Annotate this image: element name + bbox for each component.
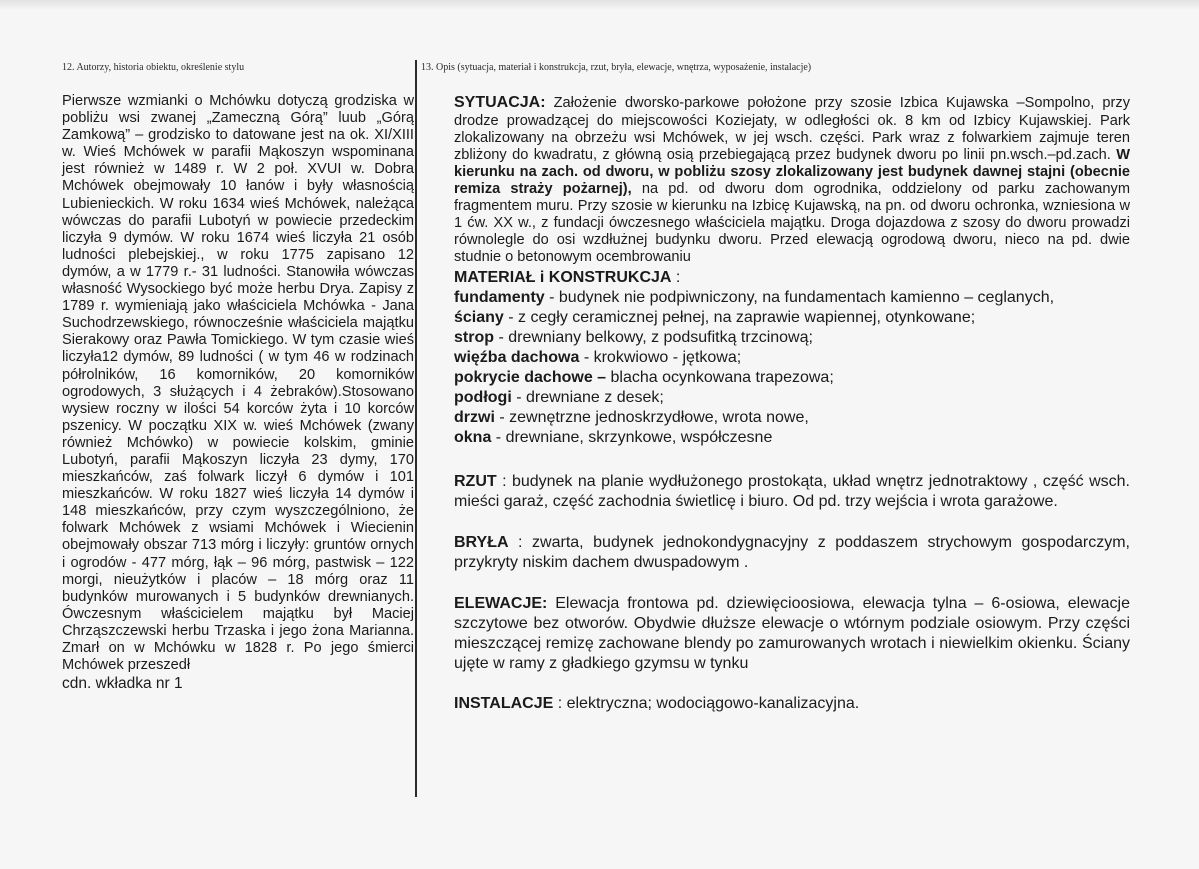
material-heading (454, 268, 1130, 288)
material-item-drzwi (454, 408, 1130, 428)
material-item-strop (454, 328, 1130, 348)
material-item-text: - drewniany belkowy, z podsufitką trzcinową; (494, 329, 813, 346)
elewacje-section (454, 594, 1130, 674)
material-item-text: - z cegły ceramicznej pełnej, na zaprawie wapiennej, otynkowane; (503, 309, 976, 326)
material-item-podlogi (454, 388, 1130, 408)
material-item-okna (454, 428, 1130, 448)
instalacje-section (454, 694, 1130, 714)
material-section (454, 268, 1130, 448)
material-item-wiezba (454, 348, 1130, 368)
material-item-text: - zewnętrzne jednoskrzydłowe, wrota nowe, (494, 409, 809, 426)
material-item-label: drzwi (454, 409, 495, 426)
history-column (62, 93, 414, 692)
material-item-sciany (454, 308, 1130, 328)
sytuacja-section (454, 93, 1130, 266)
section-13-header: 13. Opis (sytuacja, materiał i konstrukcja, rzut, bryła, elewacje, wnętrza, wyposażenie, instalacje) (421, 62, 812, 73)
sytuacja-bold-text: W kierunku na zach. od dworu, w pobliżu szosy zlokalizowany jest budynek dawnej stajni (obecnie remiza straży pożarnej), (454, 147, 1130, 197)
scan-edge (0, 0, 1199, 10)
material-item-label: fundamenty (454, 289, 545, 306)
continuation-note: cdn. wkładka nr 1 (62, 675, 183, 693)
rzut-label: RZUT (454, 473, 497, 490)
bryla-section (454, 533, 1130, 573)
elewacje-label: ELEWACJE: (454, 595, 548, 612)
history-text: Pierwsze wzmianki o Mchówku dotyczą grodziska w pobliżu wsi zwanej „Zameczną Górą” luub „Górą Zamkową” – grodzisko to datowane jest na ok. XI/XIII w. Wieś Mchówek w parafii Mąkoszyn wspominana jest również w 1489 r. W 2 poł. XVUI w. Dobra Mchówek obejmowały 10 łanów i były własnością Lubienieckich. W roku 1634 wieś Mchówek, należąca wówczas do parafii Lubotyń w powiecie przedeckim liczyła 9 dymów. W roku 1674 wieś liczyła 21 osób ludności plebejskiej., w roku 1775 zapisano 12 dymów, a w 1779 r.- 31 ludności. Stanowiła wówczas własność Wysockiego być może herbu Drya. Zapisy z 1789 r. wymieniają jako właściciela Mchówka - Jana Suchodrzewskiego, równocześnie właściciela majątku Sierakowy oraz Pawła Tomickiego. W tym czasie wieś liczyła12 dymów, 89 ludności ( w tym 46 w rodzinach półrolników, 16 komorników, 20 komorników ogrodowych, 3 służących i 4 żebraków).Stosowano wysiew roczny w ilości 54 korców żyta i 10 korców pszenicy. W początku XIX w. wieś Mchówek (zwany również Mchówko) w powiecie kolskim, gminie Lubotyń, parafii Mąkoszyn liczyła 23 dymy, 170 mieszkańców, zaś folwark liczył 6 dymów i 101 mieszkańców. W roku 1827 wieś liczyła 14 dymów i 148 mieszkańców, przy czym wyszczególniono, że folwark Mchówek z wsiami Mchówek i Wiecienin obejmowały obszar 713 mórg i liczyły: gruntów ornych i ogrodów - 477 mórg, łąk – 96 mórg, pastwisk – 122 morgi, nieużytków i placów – 18 mórg oraz 11 budynków murowanych i 5 budynków drewnianych. Ówczesnym właścicielem majątku był Maciej Chrząszczewski herbu Trzaska i jego żona Marianna. Zmarł on w Mchówku w 1828 r. Po jego śmierci Mchówek przeszedł (62, 93, 414, 674)
sytuacja-label: SYTUACJA: (454, 94, 546, 111)
material-item-label: więźba dachowa (454, 349, 580, 366)
material-heading-suffix: : (671, 269, 681, 286)
bryla-label: BRYŁA (454, 534, 509, 551)
material-heading-label: MATERIAŁ i KONSTRUKCJA (454, 269, 672, 286)
section-12-header: 12. Autorzy, historia obiektu, określenie stylu (62, 62, 245, 73)
material-item-text: - drewniane, skrzynkowe, współczesne (491, 429, 773, 446)
instalacje-text: : elektryczna; wodociągowo-kanalizacyjna. (553, 695, 860, 712)
rzut-section (454, 472, 1130, 512)
material-item-fundamenty (454, 288, 1130, 308)
material-item-text: blacha ocynkowana trapezowa; (606, 369, 834, 386)
material-item-label: ściany (454, 309, 504, 326)
material-item-label: strop (454, 329, 494, 346)
material-item-text: - krokwiowo - jętkowa; (579, 349, 742, 366)
sytuacja-text-1: Założenie dworsko-parkowe położone przy szosie Izbica Kujawska –Sompolno, przy drodze prowadzącej do miejscowości Koziejaty, w odległości ok. 8 km od Izbicy Kujawskiej. Park zlokalizowany na obrzeżu wsi Mchówek, w jej wsch. części. Park wraz z folwarkiem zajmuje teren zbliżony do kwadratu, z główną osią przebiegającą przez budynek dworu po linii pn.wsch.–pd.zach. (454, 95, 1130, 163)
material-item-text: - budynek nie podpiwniczony, na fundamentach kamienno – ceglanych, (544, 289, 1055, 306)
rzut-text: : budynek na planie wydłużonego prostokąta, układ wnętrz jednotraktowy , część wsch. mieści garaż, część zachodnia świetlicę i biuro. Od pd. trzy wejścia i wrota garażowe. (454, 473, 1130, 510)
sytuacja-text-2: na pd. od dworu dom ogrodnika, oddzielony od parku zachowanym fragmentem muru. Przy szosie w kierunku na Izbicę Kujawską, na pn. od dworu ochronka, wzniesiona w 1 ćw. XX w., z fundacji ówczesnego właściciela majątku. Droga dojazdowa z szosy do dworu prowadzi równolegle do osi wzdłużnej budynku dworu. Przed elewacją ogrodową dworu, nieco na pd. dwie studnie o betonowym ocembrowaniu (454, 181, 1130, 265)
material-item-pokrycie (454, 368, 1130, 388)
instalacje-label: INSTALACJE (454, 695, 554, 712)
material-item-label: okna (454, 429, 492, 446)
material-item-label: pokrycie dachowe – (454, 369, 607, 386)
material-item-text: - drewniane z desek; (511, 389, 664, 406)
column-divider (415, 60, 417, 797)
description-column (454, 93, 1130, 714)
material-item-label: podłogi (454, 389, 512, 406)
elewacje-text: Elewacja frontowa pd. dziewięcioosiowa, elewacja tylna – 6-osiowa, elewacje szczytowe bez otworów. Obydwie dłuższe elewacje o wtórnym podziale osiowym. Przy części mieszczącej remizę zachowane blendy po zamurowanych wrotach i niewielkim okienku. Ściany ujęte w ramy z gładkiego gzymsu w tynku (454, 595, 1130, 672)
bryla-text: : zwarta, budynek jednokondygnacyjny z poddaszem strychowym gospodarczym, przykryty niskim dachem dwuspadowym . (454, 534, 1130, 571)
